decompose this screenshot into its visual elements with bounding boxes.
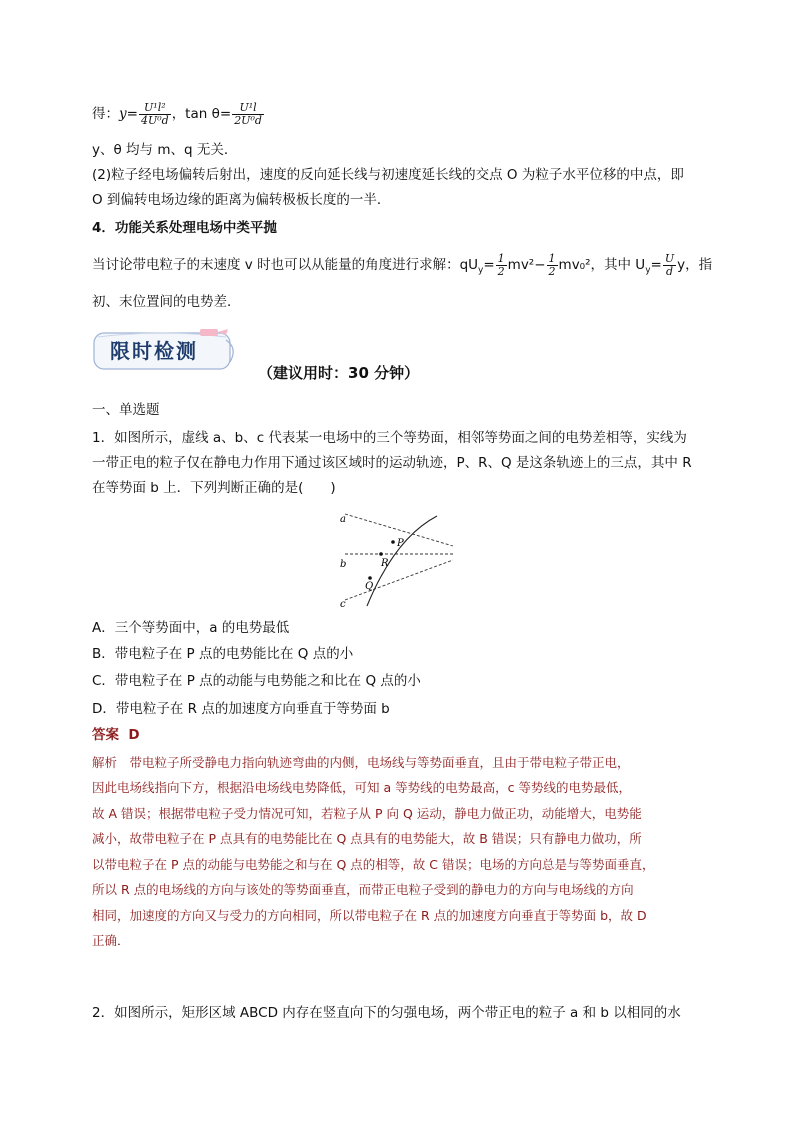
formula-eq: = [126,106,138,122]
fraction-half-1 [496,253,507,278]
option-d: D．带电粒子在 R 点的加速度方向垂直于等势面 b [92,701,390,717]
point-p-dot [391,540,395,544]
formula-eq-2: = [219,106,232,122]
question2-line-1: 2．如图所示，矩形区域 ABCD 内存在竖直向下的匀强电场，两个带正电的粒子 a 和 b 以相同的水 [92,1005,681,1021]
fraction-y [139,102,171,127]
answer-value: D [128,727,140,743]
point-r-dot [379,552,383,556]
question1-line-3: 在等势面 b 上．下列判断正确的是( ) [92,480,336,496]
explanation-line-8: 正确． [92,933,130,948]
fraction-half-2 [547,253,558,278]
banner-label: 限时检测 [110,339,198,363]
fraction-y-numerator: U¹l² [139,102,171,115]
energy-eq: = [483,257,495,273]
question1-line-2: 一带正电的粒子仅在静电力作用下通过该区域时的运动轨迹，P、R、Q 是这条轨迹上的三点，其中 R [92,455,692,471]
point2-line-1: (2)粒子经电场偏转后射出，速度的反向延长线与初速度延长线的交点 O 为粒子水平位移的中点，即 [92,167,684,183]
option-b: B．带电粒子在 P 点的电势能比在 Q 点的小 [92,646,354,662]
explanation-line-1: 解析 带电粒子所受静电力指向轨迹弯曲的内侧，电场线与等势面垂直，且由于带电粒子带正电， [92,755,630,770]
equipotential-figure [335,510,460,610]
point2-line-2: O 到偏转电场边缘的距离为偏转极板长度的一半． [92,192,391,208]
option-a: A．三个等势面中，a 的电势最低 [92,620,290,636]
energy-mv0: mv₀²，其中 U [558,257,646,273]
fraction-ud-num: U [664,251,675,265]
section4-title: 4．功能关系处理电场中类平抛 [92,220,277,236]
label-a: a [340,514,346,525]
formula-intro: 得： [92,106,119,122]
fraction-tan [232,102,264,127]
label-b: b [340,559,347,570]
question1-line-1: 1．如图所示，虚线 a、b、c 代表某一电场中的三个等势面，相邻等势面之间的电势差相等，实线为 [92,430,687,446]
formula-y: y [119,106,127,122]
equipotential-line-c [345,560,453,600]
energy-mv2: mv²− [507,257,546,273]
section-single-choice: 一、单选题 [92,402,160,418]
formula-line [92,98,704,130]
explanation-line-6: 所以 R 点的电场线的方向与该处的等势面垂直，而带正电粒子受到的静电力的方向与电场线的方向 [92,882,634,897]
answer-row [92,725,704,745]
explanation-line-4: 减小，故带电粒子在 P 点具有的电势能比在 Q 点具有的电势能大，故 B 错误；只有静电力做功，所 [92,831,642,846]
explanation-line-7: 相同，加速度的方向又与受力的方向相同，所以带电粒子在 R 点的加速度方向垂直于等势面 b，故 D [92,908,647,923]
option-c: C．带电粒子在 P 点的动能与电势能之和比在 Q 点的小 [92,673,421,689]
energy-line-2: 初、末位置间的电势差． [92,294,241,310]
answer-label: 答案 [92,727,119,743]
label-q: Q [365,581,374,592]
label-c: c [340,599,346,610]
fraction-tan-numerator: U¹l [232,102,264,115]
fraction-y-denominator: 4U⁰d [140,113,169,127]
energy-text-a: 当讨论带电粒子的末速度 v 时也可以从能量的角度进行求解：qU [92,257,479,273]
independence-line: y、θ 均与 m、q 无关． [92,142,238,158]
point-q-dot [368,576,372,580]
label-p: P [397,538,404,549]
energy-subscript-y: y [478,265,484,276]
fraction-half-2-den: 2 [548,264,556,278]
label-r: R [381,558,389,569]
timed-test-banner [92,328,240,372]
fraction-half-2-num: 1 [548,251,556,265]
explanation-line-5: 以带电粒子在 P 点的动能与电势能之和与在 Q 点的相等，故 C 错误；电场的方向总是与等势面垂直， [92,857,655,872]
explanation-line-3: 故 A 错误；根据带电粒子受力情况可知，若粒子从 P 向 Q 运动，静电力做正功，动能增大，电势能 [92,806,642,821]
formula-separator: ，tan θ [171,106,220,122]
energy-uy-eq: = [650,257,662,273]
explanation-line-2: 因此电场线指向下方，根据沿电场线电势降低，可知 a 等势线的电势最高，c 等势线的电势最低， [92,780,631,795]
energy-line-1 [92,248,713,282]
fraction-ud [663,253,676,278]
fraction-half-1-den: 2 [497,264,505,278]
energy-tail: y，指 [677,257,713,273]
suggested-time: （建议用时：30 分钟） [258,364,420,382]
fraction-tan-denominator: 2U⁰d [234,113,262,127]
energy-subscript-y-2: y [645,265,651,276]
fraction-half-1-num: 1 [497,251,505,265]
fraction-ud-den: d [665,264,673,278]
particle-trajectory [367,516,437,606]
